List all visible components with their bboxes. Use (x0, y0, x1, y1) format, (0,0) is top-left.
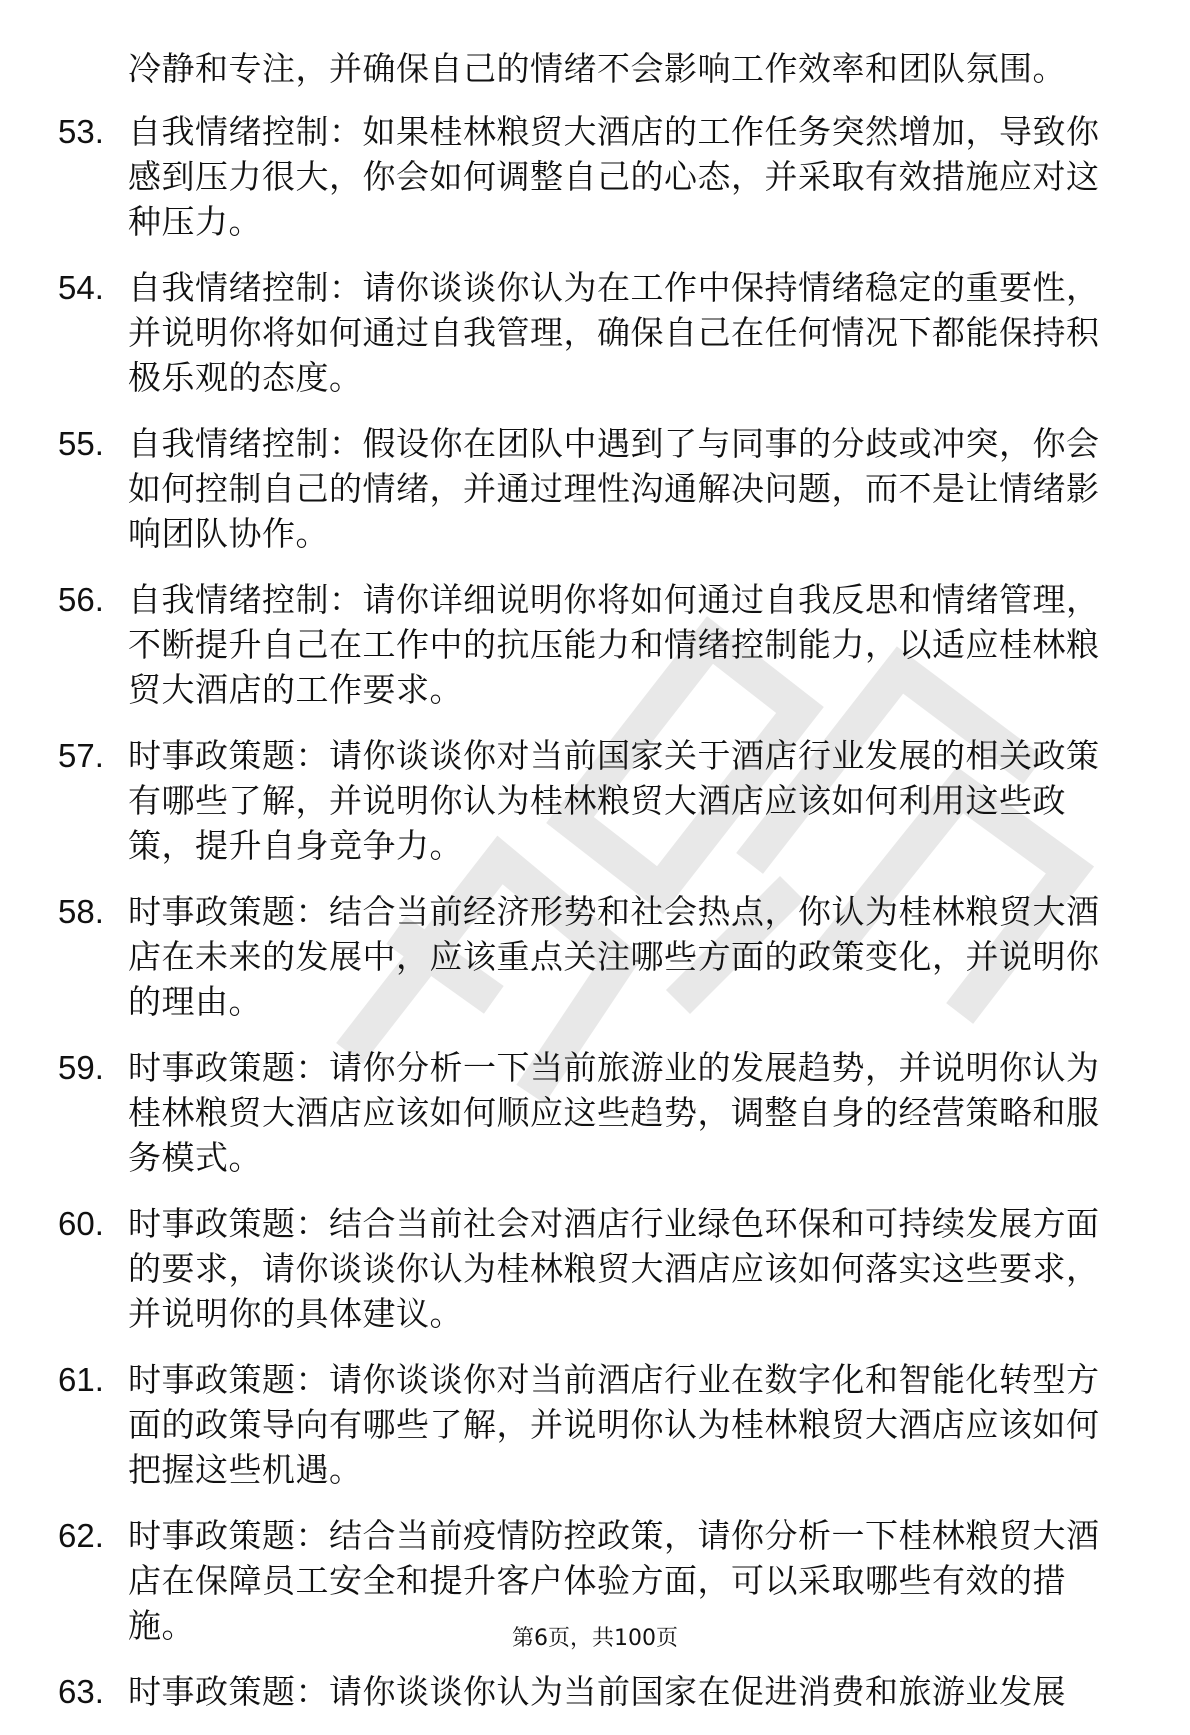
question-text: 自我情绪控制：请你谈谈你认为在工作中保持情绪稳定的重要性，并说明你将如何通过自我管理，确保自己在任何情况下都能保持积极乐观的态度。 (128, 268, 1100, 397)
question-text: 时事政策题：请你谈谈你对当前酒店行业在数字化和智能化转型方面的政策导向有哪些了解，并说明你认为桂林粮贸大酒店应该如何把握这些机遇。 (128, 1360, 1100, 1489)
question-text: 时事政策题：请你分析一下当前旅游业的发展趋势，并说明你认为桂林粮贸大酒店应该如何顺应这些趋势，调整自身的经营策略和服务模式。 (128, 1048, 1100, 1177)
question-list (58, 109, 1118, 1714)
question-item (58, 1357, 1118, 1492)
question-text: 自我情绪控制：假设你在团队中遇到了与同事的分歧或冲突，你会如何控制自己的情绪，并通过理性沟通解决问题，而不是让情绪影响团队协作。 (128, 424, 1100, 553)
question-item (58, 1045, 1118, 1180)
question-number: 55. (58, 425, 104, 462)
page-footer: 第6页，共100页 (512, 1626, 678, 1651)
question-number: 57. (58, 737, 104, 774)
question-number: 63. (58, 1673, 104, 1710)
question-number: 60. (58, 1205, 104, 1242)
question-text: 时事政策题：结合当前经济形势和社会热点，你认为桂林粮贸大酒店在未来的发展中，应该重点关注哪些方面的政策变化，并说明你的理由。 (128, 892, 1100, 1021)
question-number: 62. (58, 1517, 104, 1554)
question-item (58, 733, 1118, 868)
question-number: 56. (58, 581, 104, 618)
question-content (58, 46, 1118, 1735)
question-number: 58. (58, 893, 104, 930)
question-item (58, 109, 1118, 244)
question-number: 59. (58, 1049, 104, 1086)
question-number: 61. (58, 1361, 104, 1398)
question-text: 自我情绪控制：如果桂林粮贸大酒店的工作任务突然增加，导致你感到压力很大，你会如何调整自己的心态，并采取有效措施应对这种压力。 (128, 112, 1100, 241)
question-item (58, 889, 1118, 1024)
question-item (58, 421, 1118, 556)
question-number: 53. (58, 113, 104, 150)
continuation-text: 冷静和专注，并确保自己的情绪不会影响工作效率和团队氛围。 (128, 49, 1066, 88)
question-text: 自我情绪控制：请你详细说明你将如何通过自我反思和情绪管理，不断提升自己在工作中的抗压能力和情绪控制能力，以适应桂林粮贸大酒店的工作要求。 (128, 580, 1100, 709)
question-item (58, 1669, 1118, 1714)
question-text: 时事政策题：请你谈谈你对当前国家关于酒店行业发展的相关政策有哪些了解，并说明你认为桂林粮贸大酒店应该如何利用这些政策，提升自身竞争力。 (128, 736, 1100, 865)
question-item (58, 265, 1118, 400)
question-text: 时事政策题：结合当前疫情防控政策，请你分析一下桂林粮贸大酒店在保障员工安全和提升客户体验方面，可以采取哪些有效的措施。 (128, 1516, 1100, 1645)
question-text: 时事政策题：请你谈谈你认为当前国家在促进消费和旅游业发展 (128, 1672, 1066, 1711)
question-text: 时事政策题：结合当前社会对酒店行业绿色环保和可持续发展方面的要求，请你谈谈你认为桂林粮贸大酒店应该如何落实这些要求，并说明你的具体建议。 (128, 1204, 1100, 1333)
question-item (58, 1201, 1118, 1336)
question-item (58, 577, 1118, 712)
question-number: 54. (58, 269, 104, 306)
